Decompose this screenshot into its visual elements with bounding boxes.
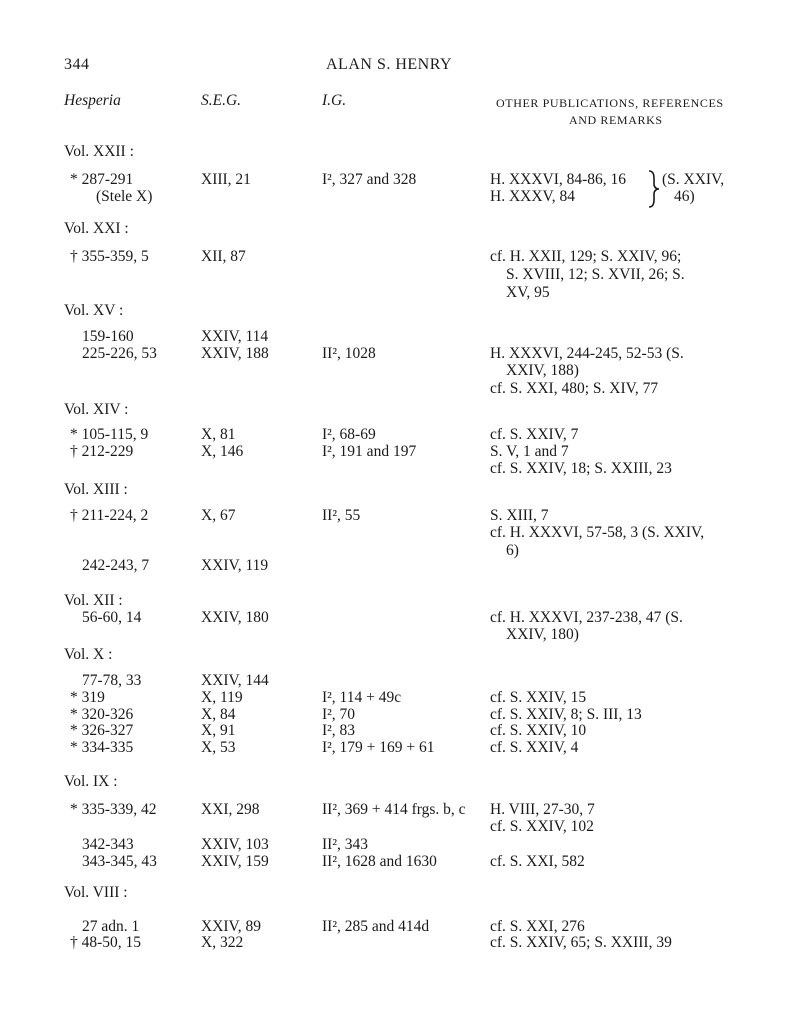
hesperia-ref: 56-60, 14 bbox=[82, 609, 142, 626]
other-ref: cf. S. XXIV, 102 bbox=[490, 818, 594, 835]
column-heading-hesperia: Hesperia bbox=[64, 92, 121, 109]
other-ref: cf. S. XXIV, 10 bbox=[490, 722, 587, 739]
other-ref: S. XVIII, 12; S. XVII, 26; S. bbox=[506, 266, 685, 283]
hesperia-ref: 159-160 bbox=[82, 328, 134, 345]
hesperia-ref: † 355-359, 5 bbox=[70, 248, 149, 265]
other-ref: cf. H. XXII, 129; S. XXIV, 96; bbox=[490, 248, 682, 265]
ig-ref: I², 327 and 328 bbox=[322, 171, 417, 188]
section-title: Vol. XXI : bbox=[64, 220, 129, 237]
hesperia-ref: 342-343 bbox=[82, 836, 134, 853]
seg-ref: X, 84 bbox=[201, 706, 236, 723]
hesperia-ref: 27 adn. 1 bbox=[82, 918, 140, 935]
other-ref: cf. S. XXIV, 15 bbox=[490, 689, 587, 706]
column-heading-other-line2: AND REMARKS bbox=[569, 113, 663, 127]
hesperia-ref: * 335-339, 42 bbox=[70, 801, 157, 818]
column-heading-other-line1: OTHER PUBLICATIONS, REFERENCES bbox=[496, 96, 724, 110]
other-ref: XXIV, 180) bbox=[506, 626, 579, 643]
hesperia-ref: * 287-291 bbox=[70, 171, 134, 188]
ig-ref: II², 369 + 414 frgs. b, c bbox=[322, 801, 466, 818]
ig-ref: II², 1628 and 1630 bbox=[322, 853, 437, 870]
curly-brace bbox=[646, 170, 662, 208]
brace-note-line2: 46) bbox=[674, 188, 695, 205]
seg-ref: XXIV, 188 bbox=[201, 345, 269, 362]
hesperia-ref: * 105-115, 9 bbox=[70, 426, 149, 443]
other-ref: S. XIII, 7 bbox=[490, 507, 549, 524]
section-title: Vol. XII : bbox=[64, 592, 123, 609]
hesperia-ref: 225-226, 53 bbox=[82, 345, 157, 362]
ig-ref: I², 70 bbox=[322, 706, 356, 723]
seg-ref: XIII, 21 bbox=[201, 171, 251, 188]
hesperia-ref: 343-345, 43 bbox=[82, 853, 157, 870]
seg-ref: X, 146 bbox=[201, 443, 244, 460]
hesperia-ref: 242-243, 7 bbox=[82, 557, 150, 574]
hesperia-ref: * 326-327 bbox=[70, 722, 134, 739]
seg-ref: XXIV, 114 bbox=[201, 328, 269, 345]
seg-ref: X, 322 bbox=[201, 934, 244, 951]
other-ref: cf. S. XXIV, 65; S. XXIII, 39 bbox=[490, 934, 672, 951]
section-title: Vol. XV : bbox=[64, 302, 124, 319]
seg-ref: X, 81 bbox=[201, 426, 236, 443]
hesperia-ref: † 48-50, 15 bbox=[70, 934, 142, 951]
hesperia-ref: † 212-229 bbox=[70, 443, 134, 460]
hesperia-ref: * 320-326 bbox=[70, 706, 134, 723]
other-ref: cf. H. XXXVI, 57-58, 3 (S. XXIV, bbox=[490, 524, 705, 541]
other-ref: cf. S. XXIV, 18; S. XXIII, 23 bbox=[490, 460, 672, 477]
column-heading-seg: S.E.G. bbox=[201, 92, 242, 109]
hesperia-ref: (Stele X) bbox=[96, 188, 153, 205]
hesperia-ref: * 334-335 bbox=[70, 739, 134, 756]
other-ref: cf. S. XXI, 480; S. XIV, 77 bbox=[490, 380, 659, 397]
seg-ref: X, 67 bbox=[201, 507, 236, 524]
section-title: Vol. X : bbox=[64, 646, 113, 663]
seg-ref: XII, 87 bbox=[201, 248, 246, 265]
other-ref: cf. S. XXI, 582 bbox=[490, 853, 585, 870]
other-ref: S. V, 1 and 7 bbox=[490, 443, 569, 460]
seg-ref: XXIV, 180 bbox=[201, 609, 269, 626]
ig-ref: I², 191 and 197 bbox=[322, 443, 417, 460]
other-ref: cf. S. XXI, 276 bbox=[490, 918, 585, 935]
ig-ref: I², 114 + 49c bbox=[322, 689, 402, 706]
other-ref: 6) bbox=[506, 542, 519, 559]
ig-ref: II², 343 bbox=[322, 836, 368, 853]
hesperia-ref: * 319 bbox=[70, 689, 105, 706]
other-ref: H. VIII, 27-30, 7 bbox=[490, 801, 595, 818]
seg-ref: XXIV, 119 bbox=[201, 557, 269, 574]
section-title: Vol. VIII : bbox=[64, 884, 128, 901]
page-number: 344 bbox=[64, 56, 90, 73]
hesperia-ref: 77-78, 33 bbox=[82, 672, 142, 689]
section-title: Vol. XIV : bbox=[64, 401, 129, 418]
seg-ref: XXIV, 144 bbox=[201, 672, 269, 689]
other-ref: H. XXXVI, 84-86, 16 bbox=[490, 171, 627, 188]
other-ref: XXIV, 188) bbox=[506, 362, 579, 379]
seg-ref: XXIV, 103 bbox=[201, 836, 269, 853]
section-title: Vol. IX : bbox=[64, 773, 118, 790]
other-ref: cf. S. XXIV, 4 bbox=[490, 739, 579, 756]
seg-ref: XXIV, 159 bbox=[201, 853, 269, 870]
ig-ref: I², 83 bbox=[322, 722, 356, 739]
other-ref: H. XXXVI, 244-245, 52-53 (S. bbox=[490, 345, 684, 362]
ig-ref: I², 179 + 169 + 61 bbox=[322, 739, 435, 756]
other-ref: cf. S. XXIV, 7 bbox=[490, 426, 579, 443]
running-head-author: ALAN S. HENRY bbox=[326, 56, 453, 73]
seg-ref: X, 91 bbox=[201, 722, 236, 739]
other-ref: cf. S. XXIV, 8; S. III, 13 bbox=[490, 706, 642, 723]
ig-ref: I², 68-69 bbox=[322, 426, 376, 443]
brace-note-line1: (S. XXIV, bbox=[662, 171, 725, 188]
section-title: Vol. XXII : bbox=[64, 143, 134, 160]
section-title: Vol. XIII : bbox=[64, 481, 128, 498]
other-ref: H. XXXV, 84 bbox=[490, 188, 575, 205]
hesperia-ref: † 211-224, 2 bbox=[70, 507, 149, 524]
column-heading-ig: I.G. bbox=[322, 92, 347, 109]
seg-ref: XXI, 298 bbox=[201, 801, 260, 818]
seg-ref: X, 119 bbox=[201, 689, 243, 706]
other-ref: XV, 95 bbox=[506, 284, 550, 301]
other-ref: cf. H. XXXVI, 237-238, 47 (S. bbox=[490, 609, 683, 626]
ig-ref: II², 55 bbox=[322, 507, 361, 524]
seg-ref: X, 53 bbox=[201, 739, 236, 756]
ig-ref: II², 285 and 414d bbox=[322, 918, 430, 935]
ig-ref: II², 1028 bbox=[322, 345, 376, 362]
seg-ref: XXIV, 89 bbox=[201, 918, 261, 935]
